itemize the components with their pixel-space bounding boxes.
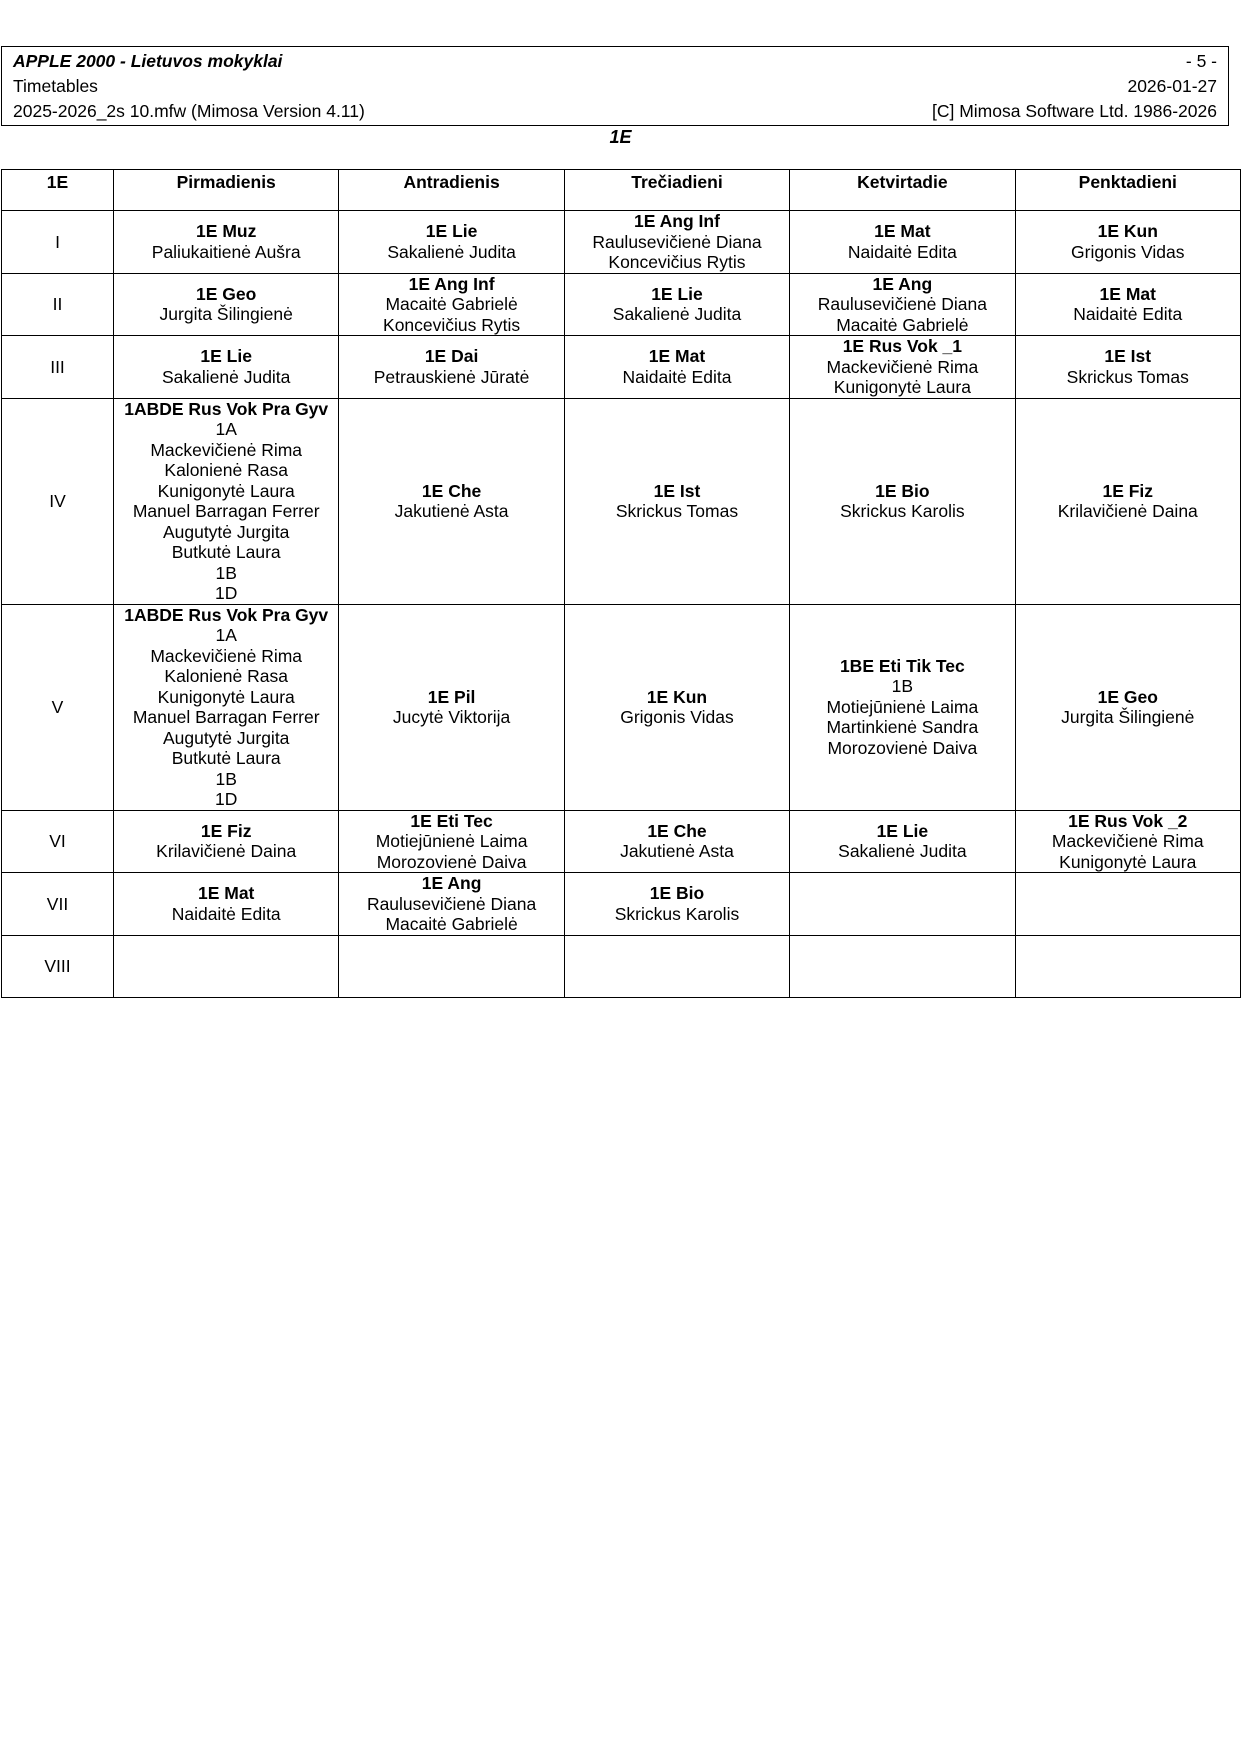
lesson-subject: 1E Kun [1097,221,1158,242]
lesson-detail: Jurgita Šilingienė [159,304,293,325]
lesson-subject: 1E Dai [424,346,479,367]
lesson-detail: Butkutė Laura [171,748,281,768]
lesson-cell [1015,273,1240,336]
lesson-detail: 1A [215,419,237,439]
lesson-detail: Skrickus Karolis [840,501,965,521]
lesson-cell [339,211,564,274]
period-label: IV [2,398,114,604]
timetable-row [2,604,1241,810]
lesson-subject: 1E Bio [649,883,705,904]
lesson-detail: Petrauskienė Jūratė [373,366,530,387]
lesson-cell [564,810,789,873]
lesson-cell [1015,336,1240,399]
lesson-cell [790,273,1015,336]
lesson-cell [339,336,564,399]
lesson-subject: 1E Pil [427,686,476,707]
header-row-1 [13,49,1217,73]
lesson-cell [339,273,564,336]
lesson-subject: 1E Mat [1099,283,1156,304]
lesson-cell [339,873,564,936]
report-date: 2026-01-27 [1127,75,1217,96]
timetable-header-row [2,170,1241,211]
timetable-row [2,273,1241,336]
lesson-detail: Motiejūnienė Laima [826,696,979,717]
lesson-cell [564,336,789,399]
lesson-detail: Koncevičius Rytis [383,314,521,335]
lesson-detail: Skrickus Tomas [1066,366,1189,387]
lesson-subject: 1E Bio [875,480,930,501]
timetable-row [2,935,1241,997]
period-label: III [2,336,114,399]
lesson-detail: Mackevičienė Rima [150,645,303,666]
timetable-row [2,810,1241,873]
lesson-cell [564,398,789,604]
lesson-subject: 1E Eti Tec [410,810,493,831]
lesson-detail: Augutytė Jurgita [162,727,290,748]
lesson-detail: Jucytė Viktorija [392,707,511,727]
lesson-cell [114,873,339,936]
lesson-subject: 1ABDE Rus Vok Pra Gyv [124,604,329,625]
day-header: Trečiadieni [564,170,789,211]
lesson-detail: Krilavičienė Daina [1057,501,1198,521]
lesson-subject: 1E Ang [872,273,933,294]
timetable-row [2,336,1241,399]
lesson-cell [790,935,1015,997]
report-header [1,46,1229,126]
lesson-cell [790,604,1015,810]
lesson-detail: Sakalienė Judita [387,241,516,262]
lesson-cell [1015,211,1240,274]
day-header: Pirmadienis [114,170,339,211]
period-label: V [2,604,114,810]
lesson-detail: Jakutienė Asta [620,841,734,862]
lesson-detail: Macaitė Gabrielė [385,294,518,314]
lesson-subject: 1E Mat [197,883,255,904]
lesson-detail: Motiejūnienė Laima [375,831,528,851]
lesson-subject: 1BE Eti Tik Tec [839,655,965,676]
lesson-detail: Morozovienė Daiva [827,737,978,758]
lesson-detail: Butkutė Laura [171,542,281,562]
lesson-cell [1015,935,1240,997]
lesson-subject: 1E Kun [646,686,708,707]
lesson-subject: 1E Lie [651,283,703,304]
lesson-subject: 1E Muz [196,221,257,242]
lesson-detail: Kalonienė Rasa [164,666,288,686]
lesson-cell [790,873,1015,936]
lesson-subject: 1E Geo [1097,686,1158,707]
lesson-detail: Grigonis Vidas [1071,241,1185,262]
lesson-detail: Kunigonytė Laura [833,377,971,397]
lesson-cell [339,935,564,997]
lesson-detail: Sakalienė Judita [838,841,967,862]
lesson-detail: 1D [215,789,238,809]
lesson-cell [339,398,564,604]
lesson-detail: Mackevičienė Rima [826,356,979,377]
lesson-detail: Augutytė Jurgita [162,521,290,542]
lesson-subject: 1E Fiz [1102,480,1154,501]
lesson-detail: Mackevičienė Rima [150,439,303,460]
lesson-subject: 1E Ang Inf [408,273,495,294]
lesson-detail: Paliukaitienė Aušra [151,241,301,262]
lesson-detail: Grigonis Vidas [620,707,734,727]
lesson-cell [114,604,339,810]
lesson-detail: Manuel Barragan Ferrer [132,707,320,727]
lesson-detail: Raulusevičienė Diana [366,893,537,914]
lesson-cell [114,336,339,399]
report-name: Timetables [13,75,98,96]
lesson-subject: 1ABDE Rus Vok Pra Gyv [124,398,329,419]
lesson-detail: Kunigonytė Laura [157,686,295,707]
lesson-cell [790,336,1015,399]
lesson-detail: Sakalienė Judita [161,366,291,387]
lesson-cell [1015,810,1240,873]
lesson-cell [564,935,789,997]
lesson-detail: 1B [215,562,237,583]
lesson-subject: 1E Rus Vok _2 [1068,810,1188,831]
lesson-subject: 1E Ang [421,873,482,893]
lesson-detail: Koncevičius Rytis [608,252,746,272]
lesson-detail: Raulusevičienė Diana [817,294,987,314]
lesson-detail: Morozovienė Daiva [376,851,527,872]
lesson-cell [790,810,1015,873]
class-title: 1E [609,127,632,147]
lesson-detail: Sakalienė Judita [612,304,742,325]
lesson-detail: Skrickus Tomas [615,501,739,521]
lesson-detail: 1B [215,768,237,789]
file-info: 2025-2026_2s 10.mfw (Mimosa Version 4.11) [13,100,365,121]
lesson-detail: Raulusevičienė Diana [592,231,762,252]
corner-cell: 1E [2,170,114,211]
page-number: - 5 - [1185,50,1217,71]
lesson-cell [564,604,789,810]
lesson-subject: 1E Mat [648,346,706,367]
lesson-subject: 1E Ang Inf [634,211,720,231]
lesson-detail: Naidaitė Edita [1073,304,1183,325]
lesson-cell [1015,604,1240,810]
lesson-subject: 1E Fiz [200,820,252,841]
lesson-cell [564,273,789,336]
lesson-detail: Naidaitė Edita [171,903,281,924]
lesson-cell [564,211,789,274]
period-label: VI [2,810,114,873]
timetable [1,169,1241,998]
day-header: Ketvirtadie [790,170,1015,211]
timetable-row [2,398,1241,604]
lesson-detail: 1B [891,676,914,697]
lesson-subject: 1E Lie [425,221,478,242]
lesson-detail: Mackevičienė Rima [1051,831,1204,851]
lesson-cell [114,935,339,997]
header-row-3 [13,99,1217,123]
lesson-detail: Skrickus Karolis [614,903,740,924]
timetable-row [2,873,1241,936]
lesson-detail: Naidaitė Edita [622,366,732,387]
lesson-cell [114,211,339,274]
lesson-subject: 1E Rus Vok _1 [842,336,963,356]
lesson-detail: Manuel Barragan Ferrer [132,501,320,521]
lesson-cell [339,810,564,873]
day-header: Penktadieni [1015,170,1240,211]
lesson-detail: 1A [215,625,237,645]
timetable-row [2,211,1241,274]
lesson-subject: 1E Lie [200,346,252,367]
lesson-detail: Kunigonytė Laura [157,480,295,501]
lesson-detail: Jurgita Šilingienė [1061,707,1195,727]
period-label: II [2,273,114,336]
period-label: I [2,211,114,274]
lesson-detail: Kalonienė Rasa [164,460,288,480]
lesson-cell [1015,873,1240,936]
copyright: [C] Mimosa Software Ltd. 1986-2026 [931,100,1217,121]
lesson-subject: 1E Ist [653,480,701,501]
lesson-detail: 1D [215,583,238,603]
lesson-subject: 1E Che [421,480,482,501]
lesson-subject: 1E Ist [1104,346,1152,367]
lesson-detail: Jakutienė Asta [394,501,509,521]
lesson-subject: 1E Mat [874,221,931,242]
lesson-cell [790,398,1015,604]
lesson-cell [790,211,1015,274]
lesson-cell [114,398,339,604]
lesson-subject: 1E Lie [876,820,929,841]
lesson-detail: Naidaitė Edita [847,241,957,262]
period-label: VIII [2,935,114,997]
lesson-cell [564,873,789,936]
period-label: VII [2,873,114,936]
lesson-subject: 1E Geo [196,283,257,304]
lesson-cell [114,273,339,336]
day-header: Antradienis [339,170,564,211]
lesson-cell [1015,398,1240,604]
lesson-detail: Kunigonytė Laura [1059,851,1197,872]
lesson-cell [114,810,339,873]
header-row-2 [13,74,1217,98]
lesson-detail: Martinkienė Sandra [826,717,979,738]
lesson-subject: 1E Che [647,820,707,841]
lesson-detail: Macaitė Gabrielė [385,914,518,934]
app-title: APPLE 2000 - Lietuvos mokyklai [13,50,283,71]
lesson-cell [339,604,564,810]
lesson-detail: Macaitė Gabrielė [836,314,969,335]
lesson-detail: Krilavičienė Daina [156,841,297,862]
